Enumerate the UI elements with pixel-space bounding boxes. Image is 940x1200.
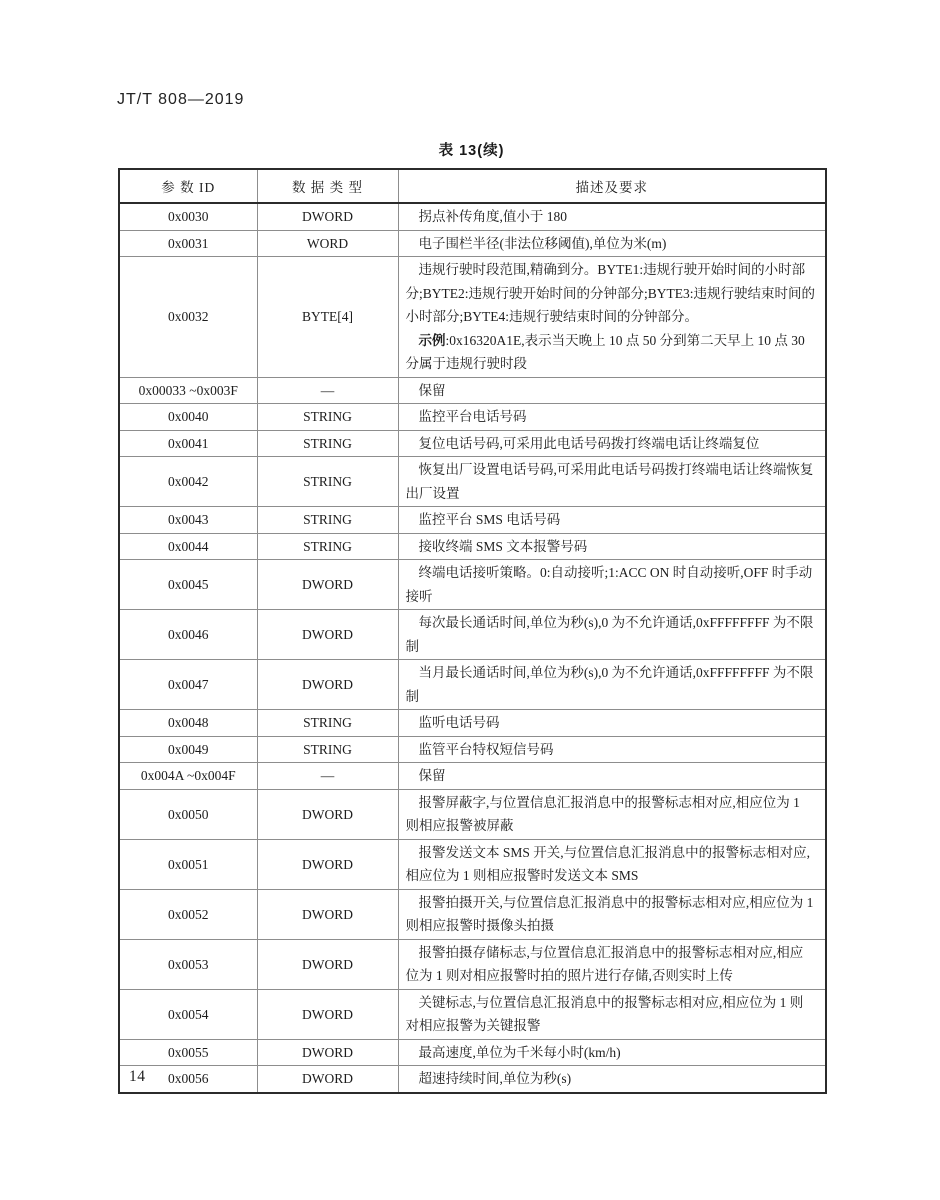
param-id-cell: 0x0042 bbox=[119, 457, 257, 507]
data-type-cell: — bbox=[257, 763, 398, 790]
description-paragraph: 报警拍摄存储标志,与位置信息汇报消息中的报警标志相对应,相应位为 1 则对相应报警时拍的照片进行存储,否则实时上传 bbox=[405, 944, 804, 983]
description-cell bbox=[398, 763, 826, 790]
description-cell bbox=[398, 203, 826, 230]
description-paragraph: 保留 bbox=[418, 768, 446, 783]
column-header-description: 描述及要求 bbox=[398, 169, 826, 203]
param-id-cell: 0x0046 bbox=[119, 610, 257, 660]
description-cell bbox=[398, 377, 826, 404]
data-type-cell: STRING bbox=[257, 457, 398, 507]
data-type-cell: DWORD bbox=[257, 1039, 398, 1066]
param-id-cell: 0x0032 bbox=[119, 257, 257, 378]
data-type-cell: DWORD bbox=[257, 660, 398, 710]
data-type-cell: DWORD bbox=[257, 989, 398, 1039]
table-row bbox=[119, 989, 826, 1039]
param-id-cell: 0x004A ~0x004F bbox=[119, 763, 257, 790]
data-type-cell: STRING bbox=[257, 430, 398, 457]
description-cell bbox=[398, 1039, 826, 1066]
table-row bbox=[119, 457, 826, 507]
table-header-row bbox=[119, 169, 826, 203]
description-paragraph: 报警发送文本 SMS 开关,与位置信息汇报消息中的报警标志相对应,相应位为 1 则相应报警时发送文本 SMS bbox=[405, 844, 811, 883]
param-id-cell: 0x0054 bbox=[119, 989, 257, 1039]
table-row bbox=[119, 404, 826, 431]
table-row bbox=[119, 736, 826, 763]
description-paragraph: 报警屏蔽字,与位置信息汇报消息中的报警标志相对应,相应位为 1 则相应报警被屏蔽 bbox=[405, 794, 800, 833]
data-type-cell: STRING bbox=[257, 736, 398, 763]
table-row bbox=[119, 203, 826, 230]
description-paragraph: 违规行驶时段范围,精确到分。BYTE1:违规行驶开始时间的小时部分;BYTE2:违规行驶开始时间的分钟部分;BYTE3:违规行驶结束时间的小时部分;BYTE4:违规行驶结束时间的分钟部分。 bbox=[405, 262, 815, 324]
table-row bbox=[119, 257, 826, 378]
description-paragraph: 报警拍摄开关,与位置信息汇报消息中的报警标志相对应,相应位为 1 则相应报警时摄像头拍摄 bbox=[405, 894, 814, 933]
data-type-cell: DWORD bbox=[257, 203, 398, 230]
description-paragraph: 复位电话号码,可采用此电话号码拨打终端电话让终端复位 bbox=[418, 435, 760, 451]
data-type-cell: DWORD bbox=[257, 889, 398, 939]
description-cell bbox=[398, 736, 826, 763]
table-body bbox=[119, 203, 826, 1093]
data-type-cell: DWORD bbox=[257, 560, 398, 610]
param-id-cell: 0x0051 bbox=[119, 839, 257, 889]
description-paragraph: 当月最长通话时间,单位为秒(s),0 为不允许通话,0xFFFFFFFF 为不限制 bbox=[405, 665, 814, 704]
param-id-cell: 0x0048 bbox=[119, 710, 257, 737]
description-cell bbox=[398, 839, 826, 889]
param-id-cell: 0x0043 bbox=[119, 507, 257, 534]
table-row bbox=[119, 889, 826, 939]
data-type-cell: DWORD bbox=[257, 610, 398, 660]
param-id-cell: 0x0055 bbox=[119, 1039, 257, 1066]
param-id-cell: 0x0052 bbox=[119, 889, 257, 939]
standard-code-header: JT/T 808—2019 bbox=[117, 91, 245, 108]
description-paragraph: 监控平台 SMS 电话号码 bbox=[418, 512, 561, 527]
description-paragraph: 超速持续时间,单位为秒(s) bbox=[418, 1071, 572, 1086]
description-cell bbox=[398, 789, 826, 839]
description-paragraph: 监管平台特权短信号码 bbox=[418, 741, 554, 757]
table-row bbox=[119, 939, 826, 989]
table-row bbox=[119, 610, 826, 660]
table-row bbox=[119, 560, 826, 610]
description-paragraph: 最高速度,单位为千米每小时(km/h) bbox=[418, 1044, 621, 1060]
param-id-cell: 0x0049 bbox=[119, 736, 257, 763]
description-cell bbox=[398, 710, 826, 737]
table-title: 表 13(续) bbox=[438, 143, 505, 159]
data-type-cell: STRING bbox=[257, 710, 398, 737]
description-paragraph: 恢复出厂设置电话号码,可采用此电话号码拨打终端电话让终端恢复出厂设置 bbox=[405, 462, 814, 501]
param-id-cell: 0x0045 bbox=[119, 560, 257, 610]
description-paragraph: 关键标志,与位置信息汇报消息中的报警标志相对应,相应位为 1 则对相应报警为关键报警 bbox=[405, 994, 804, 1033]
data-type-cell: STRING bbox=[257, 507, 398, 534]
data-type-cell: BYTE[4] bbox=[257, 257, 398, 378]
parameter-table bbox=[118, 168, 827, 1094]
description-paragraph: 监控平台电话号码 bbox=[418, 409, 527, 424]
description-cell bbox=[398, 660, 826, 710]
param-id-cell: 0x0056 bbox=[119, 1066, 257, 1093]
data-type-cell: WORD bbox=[257, 230, 398, 257]
table-row bbox=[119, 1039, 826, 1066]
description-paragraph: 电子围栏半径(非法位移阈值),单位为米(m) bbox=[418, 235, 667, 251]
data-type-cell: DWORD bbox=[257, 939, 398, 989]
description-cell bbox=[398, 1066, 826, 1093]
table-row bbox=[119, 507, 826, 534]
description-cell bbox=[398, 889, 826, 939]
table-row bbox=[119, 533, 826, 560]
param-id-cell: 0x0050 bbox=[119, 789, 257, 839]
description-paragraph: 拐点补传角度,值小于 180 bbox=[418, 209, 567, 224]
data-type-cell: STRING bbox=[257, 404, 398, 431]
description-cell bbox=[398, 533, 826, 560]
table-row bbox=[119, 377, 826, 404]
table-row bbox=[119, 660, 826, 710]
data-type-cell: — bbox=[257, 377, 398, 404]
description-paragraph: 保留 bbox=[418, 382, 446, 398]
param-id-cell: 0x0047 bbox=[119, 660, 257, 710]
description-cell bbox=[398, 430, 826, 457]
description-paragraph: 每次最长通话时间,单位为秒(s),0 为不允许通话,0xFFFFFFFF 为不限制 bbox=[405, 615, 814, 654]
param-id-cell: 0x0053 bbox=[119, 939, 257, 989]
param-id-cell: 0x0040 bbox=[119, 404, 257, 431]
description-cell bbox=[398, 610, 826, 660]
description-paragraph: 监听电话号码 bbox=[418, 715, 500, 730]
data-type-cell: DWORD bbox=[257, 1066, 398, 1093]
table-row bbox=[119, 1066, 826, 1093]
description-cell bbox=[398, 939, 826, 989]
column-header-data-type: 数 据 类 型 bbox=[257, 169, 398, 203]
param-id-cell: 0x0044 bbox=[119, 533, 257, 560]
description-cell bbox=[398, 507, 826, 534]
param-id-cell: 0x0031 bbox=[119, 230, 257, 257]
description-paragraph: 终端电话接听策略。0:自动接听;1:ACC ON 时自动接听,OFF 时手动接听 bbox=[405, 565, 813, 604]
data-type-cell: DWORD bbox=[257, 839, 398, 889]
description-cell bbox=[398, 989, 826, 1039]
description-paragraph: 示例:0x16320A1E,表示当天晚上 10 点 50 分到第二天早上 10 点 30 分属于违规行驶时段 bbox=[405, 332, 805, 371]
description-cell bbox=[398, 457, 826, 507]
description-cell bbox=[398, 230, 826, 257]
table-row bbox=[119, 763, 826, 790]
param-id-cell: 0x0041 bbox=[119, 430, 257, 457]
page-number: 14 bbox=[129, 1068, 146, 1085]
table-row bbox=[119, 230, 826, 257]
data-type-cell: DWORD bbox=[257, 789, 398, 839]
description-paragraph: 接收终端 SMS 文本报警号码 bbox=[418, 538, 588, 554]
description-cell bbox=[398, 257, 826, 378]
table-row bbox=[119, 839, 826, 889]
column-header-param-id: 参 数 ID bbox=[119, 169, 257, 203]
description-cell bbox=[398, 404, 826, 431]
table-row bbox=[119, 430, 826, 457]
data-type-cell: STRING bbox=[257, 533, 398, 560]
table-row bbox=[119, 710, 826, 737]
table-row bbox=[119, 789, 826, 839]
param-id-cell: 0x0030 bbox=[119, 203, 257, 230]
param-id-cell: 0x00033 ~0x003F bbox=[119, 377, 257, 404]
description-cell bbox=[398, 560, 826, 610]
